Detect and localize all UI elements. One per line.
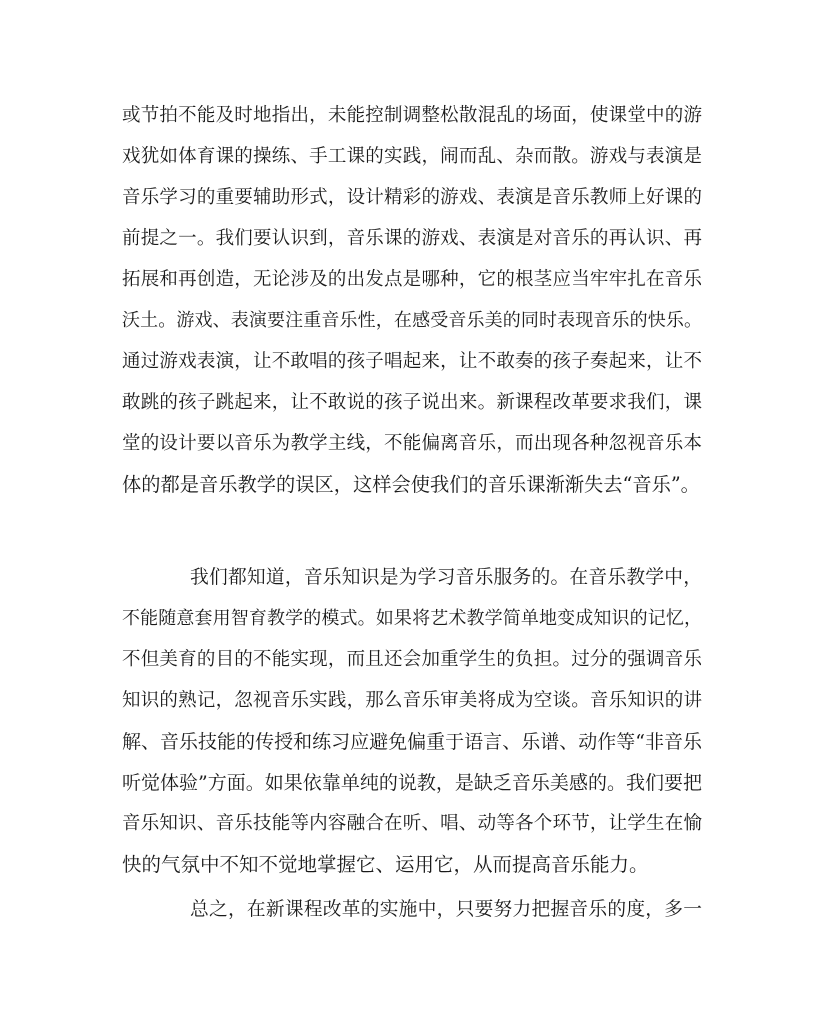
- paragraph-1-line-9: 堂的设计要以音乐为教学主线，不能偏离音乐，而出现各种忽视音乐本: [122, 433, 702, 454]
- paragraph-2-line-5: 解、音乐技能的传授和练习应避免偏重于语言、乐谱、动作等“非音乐: [122, 731, 702, 753]
- paragraph-2-line-2: 不能随意套用智育教学的模式。如果将艺术教学简单地变成知识的记忆，: [122, 608, 702, 629]
- paragraph-2-line-4: 知识的熟记，忽视音乐实践，那么音乐审美将成为空谈。音乐知识的讲: [122, 690, 702, 711]
- paragraph-1-line-10: 体的都是音乐教学的误区，这样会使我们的音乐课渐渐失去“音乐”。: [122, 473, 700, 496]
- paragraph-1-line-1: 或节拍不能及时地指出，未能控制调整松散混乱的场面，使课堂中的游: [122, 105, 702, 126]
- paragraph-3-line-1: 总之，在新课程改革的实施中，只要努力把握音乐的度，多一: [190, 899, 702, 920]
- paragraph-1-line-2: 戏犹如体育课的操练、手工课的实践，闹而乱、杂而散。游戏与表演是: [122, 146, 702, 167]
- paragraph-2-line-3: 不但美育的目的不能实现，而且还会加重学生的负担。过分的强调音乐: [122, 649, 702, 670]
- paragraph-1-line-8: 敢跳的孩子跳起来，让不敢说的孩子说出来。新课程改革要求我们，课: [122, 392, 702, 413]
- paragraph-1-line-5: 拓展和再创造，无论涉及的出发点是哪种，它的根茎应当牢牢扎在音乐: [122, 269, 702, 290]
- paragraph-2-line-8: 快的气氛中不知不觉地掌握它、运用它，从而提高音乐能力。: [122, 853, 649, 876]
- paragraph-1-line-4: 前提之一。我们要认识到，音乐课的游戏、表演是对音乐的再认识、再: [122, 228, 702, 249]
- paragraph-2-line-7: 音乐知识、音乐技能等内容融合在听、唱、动等各个环节，让学生在愉: [122, 813, 702, 834]
- paragraph-1-line-6: 沃土。游戏、表演要注重音乐性，在感受音乐美的同时表现音乐的快乐。: [122, 310, 702, 331]
- paragraph-1-line-3: 音乐学习的重要辅助形式，设计精彩的游戏、表演是音乐教师上好课的: [122, 187, 702, 208]
- paragraph-2-line-6: 听觉体验”方面。如果依靠单纯的说教，是缺乏音乐美感的。我们要把: [122, 772, 702, 794]
- paragraph-1-line-7: 通过游戏表演，让不敢唱的孩子唱起来，让不敢奏的孩子奏起来，让不: [122, 351, 702, 372]
- paragraph-2-line-1: 我们都知道，音乐知识是为学习音乐服务的。在音乐教学中，: [190, 567, 702, 588]
